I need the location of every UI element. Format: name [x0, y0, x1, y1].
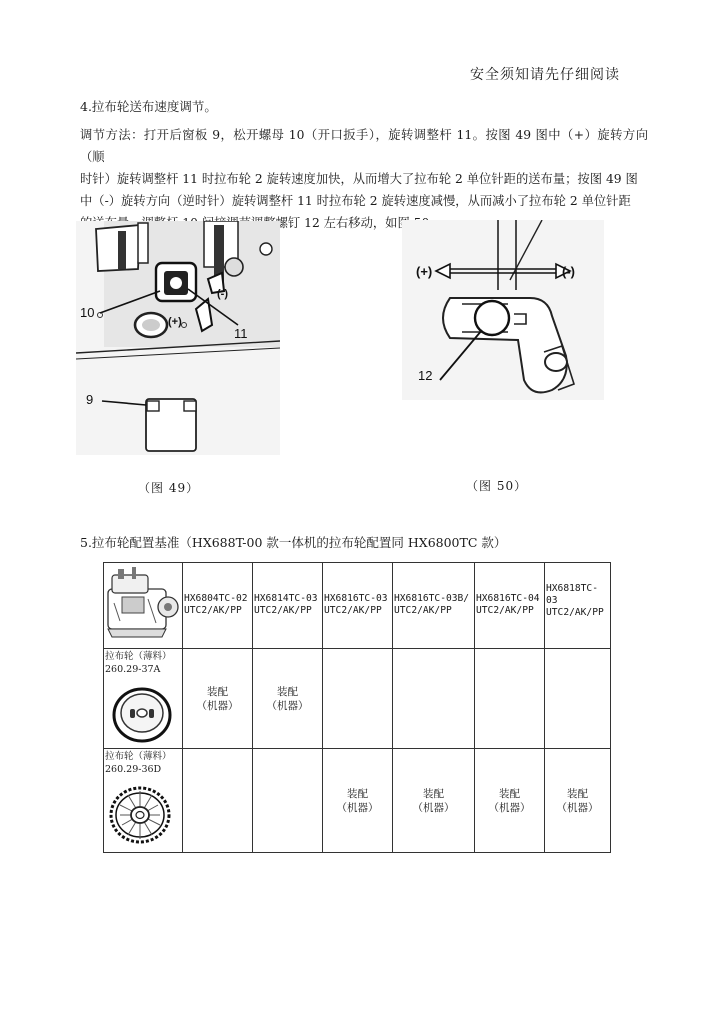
figure-50-illustration [402, 220, 604, 400]
wheel-name: 拉布轮（薄料） [105, 751, 172, 762]
table-row [104, 649, 611, 749]
wheel-cell [104, 649, 183, 749]
section-4-title: 4.拉布轮送布速度调节。 [80, 99, 217, 114]
fitment-cell: 装配 （机器） [475, 749, 545, 853]
fitment-cell [475, 649, 545, 749]
callout-12: 12 [418, 368, 433, 383]
wheel-config-table [103, 562, 611, 853]
fitment-cell [253, 749, 323, 853]
section-4-body [80, 124, 648, 234]
fitment-cell [545, 649, 611, 749]
fitment-cell: 装配 （机器） [323, 749, 393, 853]
body-line: 12 左右移动，如图 [304, 216, 410, 230]
machine-image-cell [104, 563, 183, 649]
model-header: HX6818TC- 03 UTC2/AK/PP [545, 563, 611, 649]
section-5-title: 5.拉布轮配置基准（HX688T-00 款一体机的拉布轮配置同 HX6800TC 款） [80, 535, 507, 550]
figure-49-illustration [76, 221, 280, 455]
model-header: HX6816TC-03B/ UTC2/AK/PP [393, 563, 475, 649]
fitment-cell: 装配 （机器） [545, 749, 611, 853]
fitment-cell [393, 649, 475, 749]
table-header-row [104, 563, 611, 649]
fitment-cell: 装配 （机器） [393, 749, 475, 853]
wheel-cell [104, 749, 183, 853]
fitment-cell: 装配 （机器） [253, 649, 323, 749]
thin-fabric-wheel-image [104, 675, 182, 745]
callout-minus: (-) [562, 264, 575, 279]
fitment-cell: 装配 （机器） [183, 649, 253, 749]
callout-plus: (+) [168, 316, 182, 328]
callout-plus: (+) [416, 264, 433, 279]
fitment-cell [183, 749, 253, 853]
table-row [104, 749, 611, 853]
toothed-wheel-image [104, 775, 182, 849]
header-note: 安全须知请先仔细阅读 [470, 67, 620, 83]
callout-minus: (-) [217, 288, 228, 300]
body-line: 中（-）旋转方向（逆时针）旋转调整杆 11 时拉布轮 2 旋转速度减慢，从而减小了拉布轮 2 单位针距 [80, 194, 631, 208]
callout-11: 11 [234, 326, 248, 341]
body-line: 时针）旋转调整杆 11 时拉布轮 2 旋转速度加快，从而增大了拉布轮 2 单位针距的送布量；按图 49 图 [80, 172, 638, 186]
model-header: HX6816TC-04 UTC2/AK/PP [475, 563, 545, 649]
callout-9: 9 [86, 392, 94, 407]
figure-50-caption: （图 50） [466, 479, 528, 493]
wheel-part-number: 260.29-37A [105, 664, 161, 675]
figure-49-caption: （图 49） [138, 481, 200, 495]
sewing-machine-image [104, 563, 182, 645]
model-header: HX6814TC-03 UTC2/AK/PP [253, 563, 323, 649]
wheel-name: 拉布轮（薄料） [105, 651, 172, 662]
callout-10: 10 [80, 305, 95, 320]
body-line: 调节方法：打开后窗板 9，松开螺母 10（开口扳手），旋转调整杆 11。按图 49 图中（+）旋转方向（顺 [80, 128, 648, 164]
model-header: HX6804TC-02 UTC2/AK/PP [183, 563, 253, 649]
model-header: HX6816TC-03 UTC2/AK/PP [323, 563, 393, 649]
wheel-part-number: 260.29-36D [105, 764, 162, 775]
fitment-cell [323, 649, 393, 749]
